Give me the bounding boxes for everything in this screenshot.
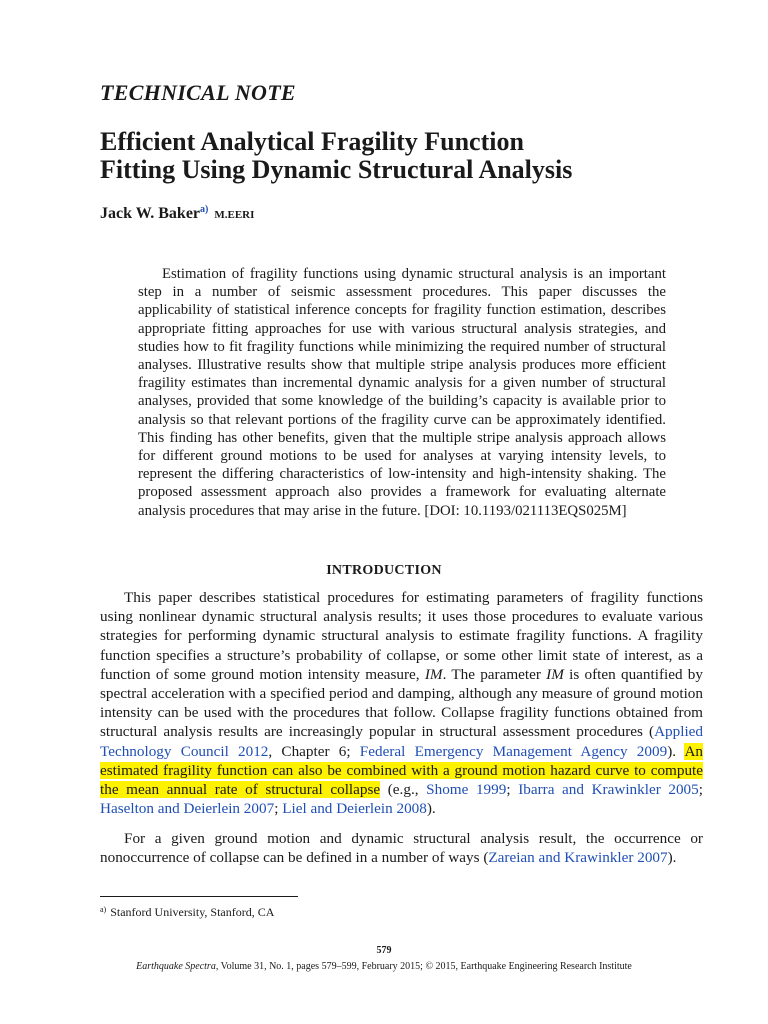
text-run: ). — [667, 849, 677, 867]
text-run: . The parameter — [442, 665, 547, 683]
journal-details: , Volume 31, No. 1, pages 579–599, February 2015; © 2015, Earthquake Engineering Research Institute — [215, 961, 632, 972]
footnote-divider — [100, 896, 298, 897]
author-name: Jack W. Baker — [100, 205, 201, 222]
technical-note-label: TECHNICAL NOTE — [100, 80, 296, 105]
author-line — [100, 204, 254, 223]
paper-title — [100, 128, 740, 184]
text-run: ). — [667, 742, 685, 760]
text-run: ; — [506, 781, 519, 799]
text-run: For a given ground motion and dynamic structural analysis result, the occurrence or nonoccurrence of collapse can be defined in a number of ways ( — [100, 830, 703, 867]
footnote-text: Stanford University, Stanford, CA — [110, 905, 275, 919]
intro-paragraph-1 — [100, 588, 703, 818]
title-line-2: Fitting Using Dynamic Structural Analysis — [100, 155, 573, 184]
text-run: (e.g., — [380, 781, 427, 799]
citation-link[interactable]: Haselton and Deierlein 2007 — [100, 800, 275, 818]
citation-link[interactable]: Applied Technology Council 2012 — [100, 723, 703, 760]
page-number: 579 — [376, 945, 392, 956]
text-run: ; — [698, 781, 703, 799]
membership-label: M.EERI — [214, 209, 255, 221]
text-run: ; — [274, 800, 283, 818]
introduction-heading: INTRODUCTION — [326, 563, 442, 578]
intro-paragraph-2 — [100, 829, 703, 867]
im-term: IM — [546, 665, 564, 683]
text-run: , Chapter 6; — [268, 742, 360, 760]
citation-link[interactable]: Ibarra and Krawinkler 2005 — [518, 781, 699, 799]
text-run: This paper describes statistical procedures for estimating parameters of fragility functions using nonlinear dynamic structural analysis results; it uses those procedures to evaluate various strategies for performing dynamic structural analysis to estimate fragility functions. A fragility function specifies a structure’s probability of collapse, or some other limit state of interest, as a function of some ground motion intensity measure, — [100, 589, 703, 683]
journal-name: Earthquake Spectra — [136, 961, 216, 972]
abstract: Estimation of fragility functions using dynamic structural analysis is an important step in a number of seismic assessment procedures. This paper discusses the applicability of statistical inference concepts for fragility function estimation, describes appropriate fitting approaches for use with various structural analysis strategies, and studies how to fit fragility functions while minimizing the required number of structural analyses. Illustrative results show that multiple stripe analysis produces more efficient fragility estimates than incremental dynamic analysis for a given number of structural analyses, provided that some knowledge of the building’s capacity is available prior to analysis so that relevant portions of the fragility curve can be approximately identified. This finding has other benefits, given that the multiple stripe analysis approach allows for different ground motions to be used for analyses at varying intensity levels, to represent the differing characteristics of low-intensity and high-intensity shaking. The proposed assessment approach also provides a framework for evaluating alternate analysis procedures that may arise in the future. [DOI: 10.1193/021113EQS025M] — [138, 266, 666, 519]
citation-link[interactable]: Zareian and Krawinkler 2007 — [488, 849, 668, 867]
citation-link[interactable]: Federal Emergency Management Agency 2009 — [359, 742, 668, 760]
affiliation-marker-link[interactable]: a) — [200, 204, 209, 215]
text-run: is often quantified by spectral acceleration with a specified period and damping, although any measure of ground motion intensity can be used with the procedures that follow. Collapse fragility functions obtained from structural analysis results are increasingly popular in structural assessment procedures ( — [100, 665, 703, 741]
title-line-1: Efficient Analytical Fragility Function — [100, 127, 524, 156]
im-term: IM — [424, 665, 443, 683]
citation-link[interactable]: Liel and Deierlein 2008 — [282, 800, 427, 818]
journal-citation — [0, 961, 768, 972]
footnote — [100, 905, 274, 920]
footnote-marker: a) — [100, 905, 107, 914]
text-run: ). — [426, 800, 436, 818]
highlighted-sentence: An estimated fragility function can also be combined with a ground motion hazard curve to compute the mean annual rate of structural collapse — [100, 742, 703, 799]
citation-link[interactable]: Shome 1999 — [426, 781, 507, 799]
